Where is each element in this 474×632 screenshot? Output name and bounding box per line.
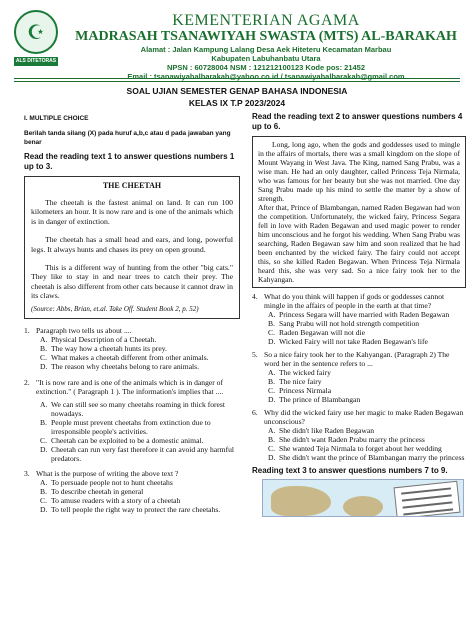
option[interactable]: C. She wanted Teja Nirmala to forget about her wedding xyxy=(268,444,442,453)
option[interactable]: D. Cheetah can run very fast therefore it can avoid any harmful predators. xyxy=(40,444,235,463)
ministry-name: KEMENTERIAN AGAMA xyxy=(172,12,360,29)
reading-text-1 xyxy=(24,176,240,319)
option[interactable]: C. To amuse readers with a story of a cheetah xyxy=(40,495,181,505)
school-logo xyxy=(14,10,58,72)
option[interactable]: A. We can still see so many cheetahs roaming in thick forest nowadays. xyxy=(40,399,225,418)
reading-heading-2: Read the reading text 2 to answer questions numbers 4 up to 6. xyxy=(252,112,463,131)
option[interactable]: A. To persuade people not to hunt cheetahs xyxy=(40,477,173,487)
paragraph: Long, long ago, when the gods and goddesses used to mingle in the affairs of mortals, there was a small kingdom on the slope of Mount Wayang in West Java. The King, named Sang Prabu, was a wise man. He had an only daughter, called Princess Teja Nirmala, who was famous for her beauty but she was not married. One day Sang Prabu made up his mind to settle the matter by a show of strength. xyxy=(258,140,460,203)
instruction: Berilah tanda silang (X) pada huruf a,b,c atau d pada jawaban yang benar xyxy=(24,130,231,146)
map-landmass xyxy=(343,496,383,517)
school-codes: NPSN : 60728004 NSM : 121212100123 Kode pos: 21452 xyxy=(166,63,366,72)
letterhead-text xyxy=(64,13,468,81)
option[interactable]: B. The nice fairy xyxy=(268,377,322,386)
school-email: Email : tsanawiyahalbarakah@yahoo.co.id / tsanawiyahalbarakah@gmail.com xyxy=(127,72,405,81)
school-name: MADRASAH TSANAWIYAH SWASTA (MTS) AL-BARAKAH xyxy=(75,29,457,44)
paragraph: The cheetah has a small head and ears, and long, powerful legs. It always hunts and chases its prey on open ground. xyxy=(31,235,233,254)
source-citation: (Source: Abbs, Brian, et.al. Take Off. Student Book 2, p. 52) xyxy=(31,304,199,313)
left-column xyxy=(24,110,240,514)
question-1: 1. Paragraph two tells us about .... xyxy=(24,325,132,335)
option[interactable]: D. Wicked Fairy will not take Raden Begawan's life xyxy=(268,337,428,346)
school-address: Alamat : Jalan Kampung Lalang Desa Aek Hiteteru Kecamatan Marbau xyxy=(140,45,392,54)
map-landmass xyxy=(271,486,331,516)
school-district: Kabupaten Labuhanbatu Utara xyxy=(211,54,321,63)
option[interactable]: C. Cheetah can be exploited to be a domestic animal. xyxy=(40,435,204,445)
question-6: 6. Why did the wicked fairy use her magic to make Raden Begawan unconscious? xyxy=(252,408,464,426)
exam-class: KELAS IX T.P 2023/2024 xyxy=(188,98,286,108)
option[interactable]: D. To tell people the right way to protect the rare cheetahs. xyxy=(40,504,221,514)
paragraph: After that, Prince of Blambangan, named Raden Begawan had won the competition. Unfortunately, the wicked fairy, Princess Segara fell in love with Raden Begawan and used magic power to render him unconscious and he forgot his wedding. When Sang Prabu was searching, Raden Begawan saw him and soon realized that he had been enchanted by the wicked fairy. The fairy could not accept this, so she killed Raden Begawan. When Princess Teja Nirmala heard this, she was very sad. So a nice fairy took her to the Kahyangan. xyxy=(258,203,460,284)
option[interactable]: A. The wicked fairy xyxy=(268,368,331,377)
option[interactable]: B. The way how a cheetah hunts its prey. xyxy=(40,343,167,353)
reading-heading-3: Reading text 3 to answer questions numbers 7 to 9. xyxy=(252,466,448,475)
option[interactable]: B. To describe cheetah in general xyxy=(40,486,144,496)
logo-caption: ALS DITETORAS xyxy=(15,58,57,64)
crescent-star-icon: ☪ xyxy=(14,10,58,54)
option[interactable]: A. Physical Description of a Cheetah. xyxy=(40,334,157,344)
option[interactable]: B. People must prevent cheetahs from extinction due to irresponsible people's activities. xyxy=(40,417,211,436)
option[interactable]: B. Sang Prabu will not hold strength competition xyxy=(268,319,420,328)
reading-heading-1: Read the reading text 1 to answer questions numbers 1 up to 3. xyxy=(24,152,235,171)
exam-title: SOAL UJIAN SEMESTER GENAP BAHASA INDONESIA xyxy=(126,86,348,96)
question-2: 2. "It is now rare and is one of the animals which is in danger of extinction." ( Paragraph 1 ). The information's implies that .... xyxy=(24,377,224,396)
option[interactable]: C. Princess Nirmala xyxy=(268,386,332,395)
reading-title: THE CHEETAH xyxy=(102,181,162,190)
section-heading: I. MULTIPLE CHOICE xyxy=(24,115,89,122)
sign-icon xyxy=(394,481,461,517)
question-5: 5. So a nice fairy took her to the Kahyangan. (Paragraph 2) The word her in the sentence refers to ... xyxy=(252,350,450,368)
question-3: 3. What is the purpose of writing the above text ? xyxy=(24,468,179,478)
question-4: 4. What do you think will happen if gods or goddesses cannot mingle in the affairs of people in the earth at that time? xyxy=(252,292,445,310)
map-illustration xyxy=(262,479,464,517)
right-column xyxy=(252,110,466,517)
letterhead-divider xyxy=(14,78,460,82)
option[interactable]: A. Princess Segara will have married with Raden Begawan xyxy=(268,310,450,319)
option[interactable]: B. She didn't want Raden Prabu marry the princess xyxy=(268,435,425,444)
letterhead xyxy=(0,0,474,81)
option[interactable]: D. She didn't want the prince of Blambangan marry the princess xyxy=(268,453,465,462)
option[interactable]: C. Raden Begawan will not die xyxy=(268,328,366,337)
option[interactable]: A. She didn't like Raden Begawan xyxy=(268,426,375,435)
paragraph: The cheetah is the fastest animal on land. It can run 100 kilometers an hour. It is now rare and is one of the animals which is in danger of extinction. xyxy=(31,198,233,226)
paragraph: This is a different way of hunting from the other "big cats." They like to stay in and near trees to catch their prey. The cheetah is also different from other cats because it cannot draw in its claws. xyxy=(31,263,233,301)
option[interactable]: C. What makes a cheetah different from other animals. xyxy=(40,352,209,362)
option[interactable]: D. The reason why cheetahs belong to rare animals. xyxy=(40,361,200,371)
option[interactable]: D. The prince of Blambangan xyxy=(268,395,361,404)
reading-text-2 xyxy=(252,136,466,288)
